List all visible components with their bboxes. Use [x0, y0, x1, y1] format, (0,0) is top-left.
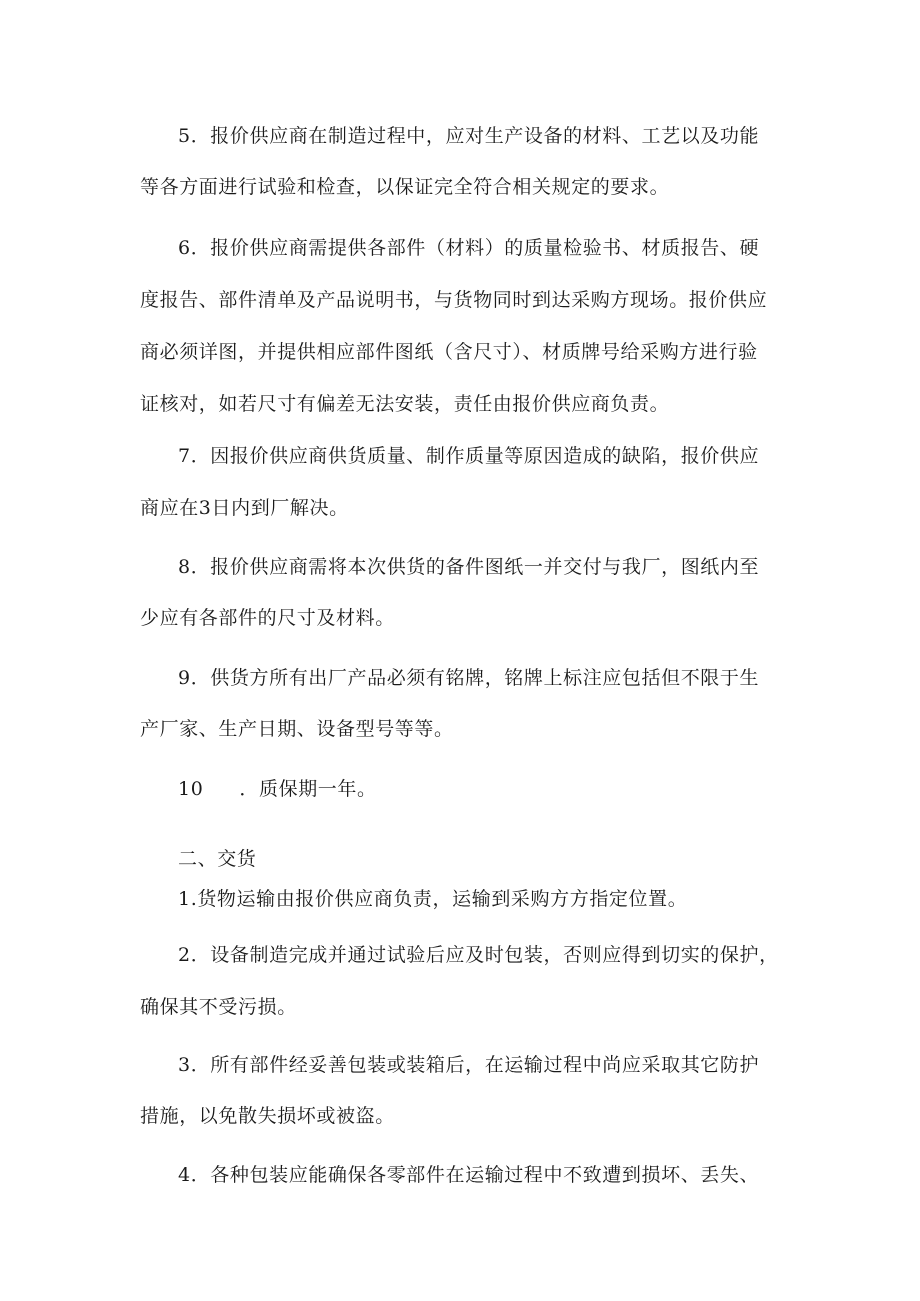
- clause-7-line-1: [178, 444, 759, 468]
- delivery-clause-3-line-2: 措施，以免散失损坏或被盗。: [140, 1105, 395, 1127]
- clause-6-text: ．报价供应商需提供各部件（材料）的质量检验书、材质报告、硬: [190, 237, 760, 259]
- clause-5-line-2: 等各方面进行试验和检查，以保证完全符合相关规定的要求。: [140, 176, 670, 198]
- clause-9-line-2: 产厂家、生产日期、设备型号等等。: [140, 718, 454, 740]
- clause-5-line-1: [178, 124, 759, 148]
- clause-9-text: ．供货方所有出厂产品必须有铭牌，铭牌上标注应包括但不限于生: [190, 667, 760, 689]
- delivery-clause-3-number: 3: [178, 1054, 191, 1076]
- clause-5-text: ．报价供应商在制造过程中，应对生产设备的材料、工艺以及功能: [190, 125, 760, 147]
- delivery-clause-2-line-1: [178, 943, 779, 967]
- delivery-clause-4-text: ．各种包装应能确保各零部件在运输过程中不致遭到损坏、丢失、: [190, 1164, 760, 1186]
- clause-9-number: 9: [178, 667, 191, 689]
- clause-7-text: ．因报价供应商供货质量、制作质量等原因造成的缺陷，报价供应: [190, 445, 760, 467]
- delivery-clause-2-number: 2: [178, 944, 191, 966]
- delivery-clause-1: 1.货物运输由报价供应商负责，运输到采购方方指定位置。: [178, 888, 688, 910]
- clause-8-line-2: 少应有各部件的尺寸及材料。: [140, 607, 395, 629]
- clause-6-line-3: 商必须详图，并提供相应部件图纸（含尺寸）、材质牌号给采购方进行验: [140, 341, 758, 363]
- clause-10-text: ．质保期一年。: [239, 778, 377, 800]
- clause-5-number: 5: [178, 125, 191, 147]
- clause-6-line-2: 度报告、部件清单及产品说明书，与货物同时到达采购方现场。报价供应: [140, 289, 768, 311]
- delivery-clause-4-number: 4: [178, 1164, 191, 1186]
- clause-8-number: 8: [178, 556, 191, 578]
- clause-10-number: 10: [178, 778, 204, 800]
- clause-6-number: 6: [178, 237, 191, 259]
- clause-10-line-1: [178, 777, 377, 801]
- delivery-clause-2-line-2: 确保其不受污损。: [140, 996, 297, 1018]
- clause-7-line-2: 商应在3日内到厂解决。: [140, 497, 349, 519]
- delivery-clause-4-line-1: [178, 1163, 759, 1187]
- delivery-clause-3-text: ．所有部件经妥善包装或装箱后，在运输过程中尚应采取其它防护: [190, 1054, 760, 1076]
- section-heading-delivery: 二、交货: [178, 848, 257, 870]
- clause-8-text: ．报价供应商需将本次供货的备件图纸一并交付与我厂，图纸内至: [190, 556, 760, 578]
- clause-7-number: 7: [178, 445, 191, 467]
- delivery-clause-2-text: ．设备制造完成并通过试验后应及时包装，否则应得到切实的保护，: [190, 944, 779, 966]
- clause-8-line-1: [178, 555, 759, 579]
- clause-6-line-1: [178, 236, 759, 260]
- delivery-clause-3-line-1: [178, 1053, 759, 1077]
- clause-6-line-4: 证核对，如若尺寸有偏差无法安装，责任由报价供应商负责。: [140, 393, 670, 415]
- clause-9-line-1: [178, 666, 759, 690]
